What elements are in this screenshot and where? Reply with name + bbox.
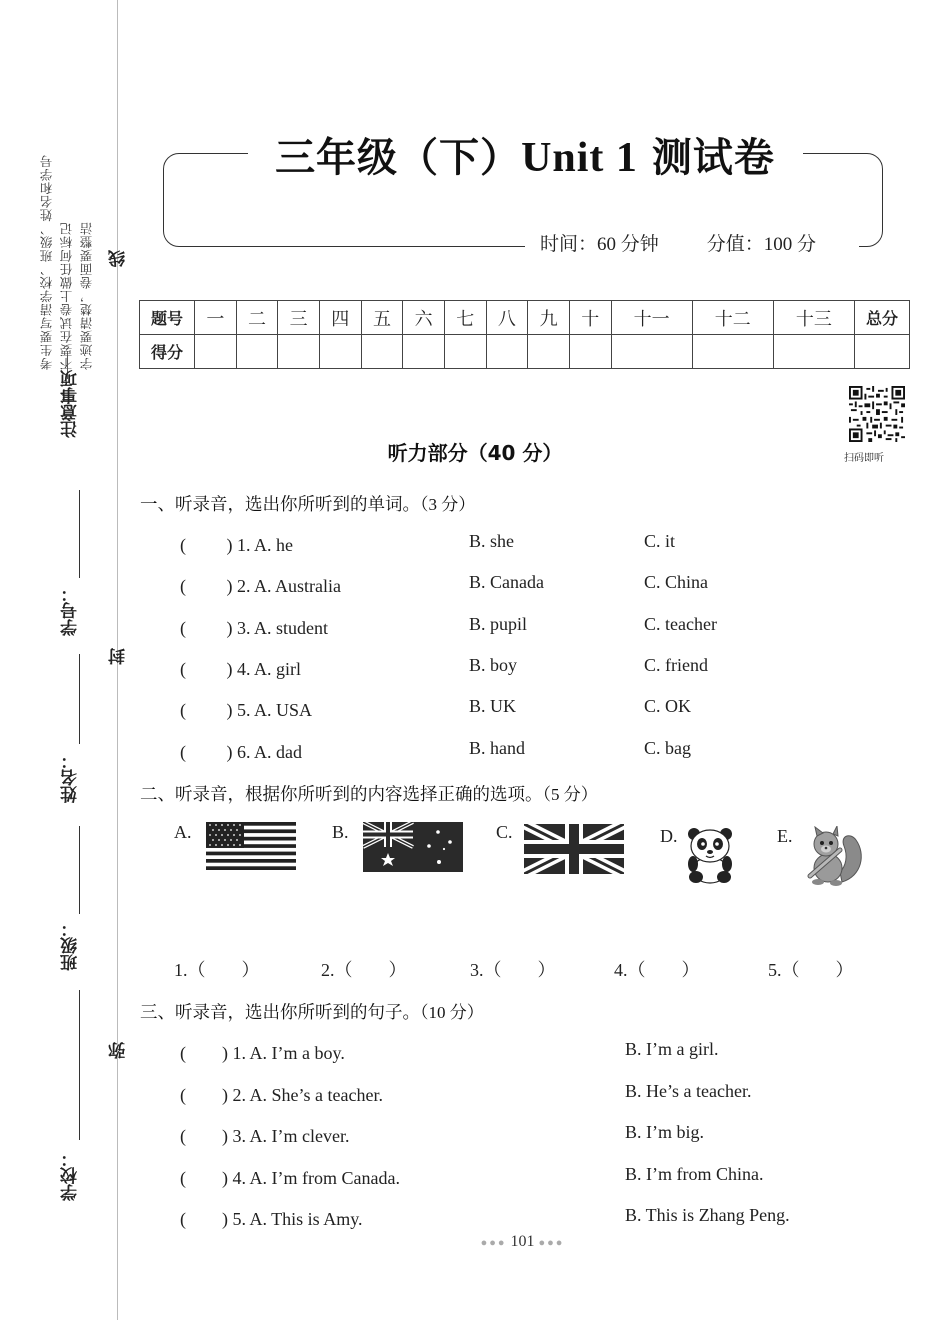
score-cell[interactable] <box>278 335 320 369</box>
option-a: 4. A. girl <box>237 659 302 679</box>
answer-blank[interactable]: ( ) <box>180 700 233 720</box>
score-label: 得分 <box>140 335 195 369</box>
q1-item-3-b: B. pupil <box>469 614 528 634</box>
q1-item-2-b: B. Canada <box>469 572 544 592</box>
qr-label: 扫码即听 <box>844 453 884 464</box>
student-id-label: 学号： <box>61 585 81 636</box>
q3-points: （10 分） <box>420 1003 484 1022</box>
q1-item-4-c: C. friend <box>644 655 708 675</box>
page-title <box>250 126 800 183</box>
answer-blank[interactable]: ( ) <box>180 1085 228 1105</box>
title-unit: Unit 1 <box>521 135 638 181</box>
usa-flag-icon <box>206 822 296 870</box>
notes-label: 注意事项 <box>61 370 81 438</box>
note-line-3: 字迹要清楚，卷面要整洁 <box>79 221 94 370</box>
q3-item-2 <box>180 1081 383 1107</box>
note-line-1: 考生要写清学校、班级、姓名和学号 <box>39 154 54 370</box>
q3-item-4 <box>180 1164 400 1190</box>
page-number <box>0 1233 950 1251</box>
option-a: 3. A. student <box>237 618 329 638</box>
col-4: 四 <box>319 301 361 335</box>
qr-code-icon[interactable] <box>849 386 905 442</box>
q1-item-4 <box>180 655 301 681</box>
answer-blank[interactable]: ( ) <box>180 659 233 679</box>
score-cell[interactable] <box>361 335 403 369</box>
picture-label-d: D. <box>660 826 678 846</box>
picture-label-b: B. <box>332 822 349 842</box>
option-a: 3. A. I’m clever. <box>232 1126 350 1146</box>
answer-blank[interactable]: ( ) <box>180 535 233 555</box>
answer-blank[interactable]: ( ) <box>180 618 233 638</box>
score-cell[interactable] <box>236 335 278 369</box>
notes-block <box>38 100 106 370</box>
q3-item-5 <box>180 1205 363 1231</box>
picture-label-a: A. <box>174 822 192 842</box>
score-cell[interactable] <box>692 335 773 369</box>
total-label: 总分 <box>855 301 910 335</box>
panda-icon <box>684 826 736 884</box>
q3-item-1 <box>180 1039 345 1065</box>
q1-item-6-c: C. bag <box>644 738 691 758</box>
col-9: 九 <box>528 301 570 335</box>
seal-char-close: 弥 <box>109 1042 129 1059</box>
q1-item-4-b: B. boy <box>469 655 518 675</box>
q2-answer-1[interactable]: 1.（ ） <box>174 960 260 980</box>
answer-blank[interactable]: ( ) <box>180 1043 228 1063</box>
uk-flag-icon <box>524 824 624 874</box>
page-number-text: 101 <box>510 1233 535 1250</box>
col-11: 十一 <box>611 301 692 335</box>
exam-time: 时间：60 分钟 <box>540 234 659 255</box>
q1-item-1 <box>180 531 293 557</box>
q1-item-3-c: C. teacher <box>644 614 717 634</box>
q3-item-3-b: B. I’m big. <box>625 1122 704 1142</box>
option-a: 2. A. Australia <box>237 576 341 596</box>
note-line-2: 不要在试卷上做任何标记 <box>59 221 74 370</box>
answer-blank[interactable]: ( ) <box>180 1168 228 1188</box>
q2-points: （5 分） <box>542 785 598 804</box>
q1-title: 一、听录音，选出你所听到的单词。 <box>140 495 420 515</box>
q3-title: 三、听录音，选出你所听到的句子。 <box>140 1003 420 1023</box>
col-2: 二 <box>236 301 278 335</box>
col-5: 五 <box>361 301 403 335</box>
q1-item-6 <box>180 738 302 764</box>
q2-title: 二、听录音，根据你所听到的内容选择正确的选项。 <box>140 785 543 805</box>
class-blank[interactable] <box>79 826 80 914</box>
score-cell[interactable] <box>486 335 528 369</box>
name-label: 姓名： <box>61 752 81 803</box>
q1-item-2-c: C. China <box>644 572 709 592</box>
q3-item-1-b: B. I’m a girl. <box>625 1039 719 1059</box>
option-a: 5. A. This is Amy. <box>232 1209 363 1229</box>
score-cell[interactable] <box>773 335 854 369</box>
exam-score: 分值：100 分 <box>706 234 817 255</box>
q1-item-6-b: B. hand <box>469 738 525 758</box>
q1-item-5 <box>180 696 312 722</box>
col-1: 一 <box>195 301 237 335</box>
q2-answer-3[interactable]: 3.（ ） <box>470 960 556 980</box>
q2-answer-5[interactable]: 5.（ ） <box>768 960 854 980</box>
col-7: 七 <box>444 301 486 335</box>
option-a: 2. A. She’s a teacher. <box>232 1085 383 1105</box>
score-table-score-row <box>140 335 910 369</box>
col-3: 三 <box>278 301 320 335</box>
q3-item-3 <box>180 1122 349 1148</box>
option-a: 1. A. I’m a boy. <box>232 1043 345 1063</box>
col-10: 十 <box>569 301 611 335</box>
dots-right-icon: ●●● <box>538 1237 565 1249</box>
class-label: 班级： <box>61 920 81 971</box>
answer-blank[interactable]: ( ) <box>180 1209 228 1229</box>
picture-label-c: C. <box>496 822 513 842</box>
option-a: 6. A. dad <box>237 742 302 762</box>
australia-flag-icon <box>363 822 463 872</box>
score-cell[interactable] <box>444 335 486 369</box>
student-id-blank[interactable] <box>79 490 80 578</box>
q1-item-1-c: C. it <box>644 531 676 551</box>
squirrel-icon <box>800 826 866 886</box>
name-blank[interactable] <box>79 654 80 744</box>
answer-blank[interactable]: ( ) <box>180 1126 228 1146</box>
dots-left-icon: ●●● <box>480 1237 507 1249</box>
col-12: 十二 <box>692 301 773 335</box>
q3-item-2-b: B. He’s a teacher. <box>625 1081 752 1101</box>
col-6: 六 <box>403 301 445 335</box>
score-table-header-row <box>140 301 910 335</box>
picture-label-e: E. <box>777 826 793 846</box>
school-blank[interactable] <box>79 990 80 1140</box>
q2-answer-4[interactable]: 4.（ ） <box>614 960 700 980</box>
q1-item-2 <box>180 572 341 598</box>
school-label: 学校： <box>61 1150 81 1201</box>
q3-item-4-b: B. I’m from China. <box>625 1164 764 1184</box>
q1-points: （3 分） <box>420 495 476 514</box>
q1-heading <box>140 490 475 516</box>
q1-item-1-b: B. she <box>469 531 514 551</box>
q1-item-5-c: C. OK <box>644 696 692 716</box>
option-a: 5. A. USA <box>237 700 313 720</box>
title-test: 测试卷 <box>651 135 775 181</box>
score-cell[interactable] <box>528 335 570 369</box>
q3-heading <box>140 998 484 1024</box>
score-cell[interactable] <box>569 335 611 369</box>
score-table <box>139 300 910 369</box>
title-grade: 三年级（下） <box>275 135 522 181</box>
option-a: 1. A. he <box>237 535 293 555</box>
q3-item-5-b: B. This is Zhang Peng. <box>625 1205 790 1225</box>
question-number-label: 题号 <box>140 301 195 335</box>
q1-item-5-b: B. UK <box>469 696 517 716</box>
q1-item-3 <box>180 614 328 640</box>
score-cell[interactable] <box>319 335 361 369</box>
listening-section-title: 听力部分（40 分） <box>387 441 563 465</box>
score-cell[interactable] <box>403 335 445 369</box>
seal-char-line: 线 <box>109 250 129 267</box>
col-13: 十三 <box>773 301 854 335</box>
col-8: 八 <box>486 301 528 335</box>
total-score-cell[interactable] <box>855 335 910 369</box>
q2-heading <box>140 780 598 806</box>
answer-blank[interactable]: ( ) <box>180 742 233 762</box>
answer-blank[interactable]: ( ) <box>180 576 233 596</box>
q2-answer-2[interactable]: 2.（ ） <box>321 960 407 980</box>
seal-char-seal: 封 <box>109 648 129 665</box>
option-a: 4. A. I’m from Canada. <box>232 1168 400 1188</box>
score-cell[interactable] <box>195 335 237 369</box>
score-cell[interactable] <box>611 335 692 369</box>
exam-meta <box>540 229 864 256</box>
